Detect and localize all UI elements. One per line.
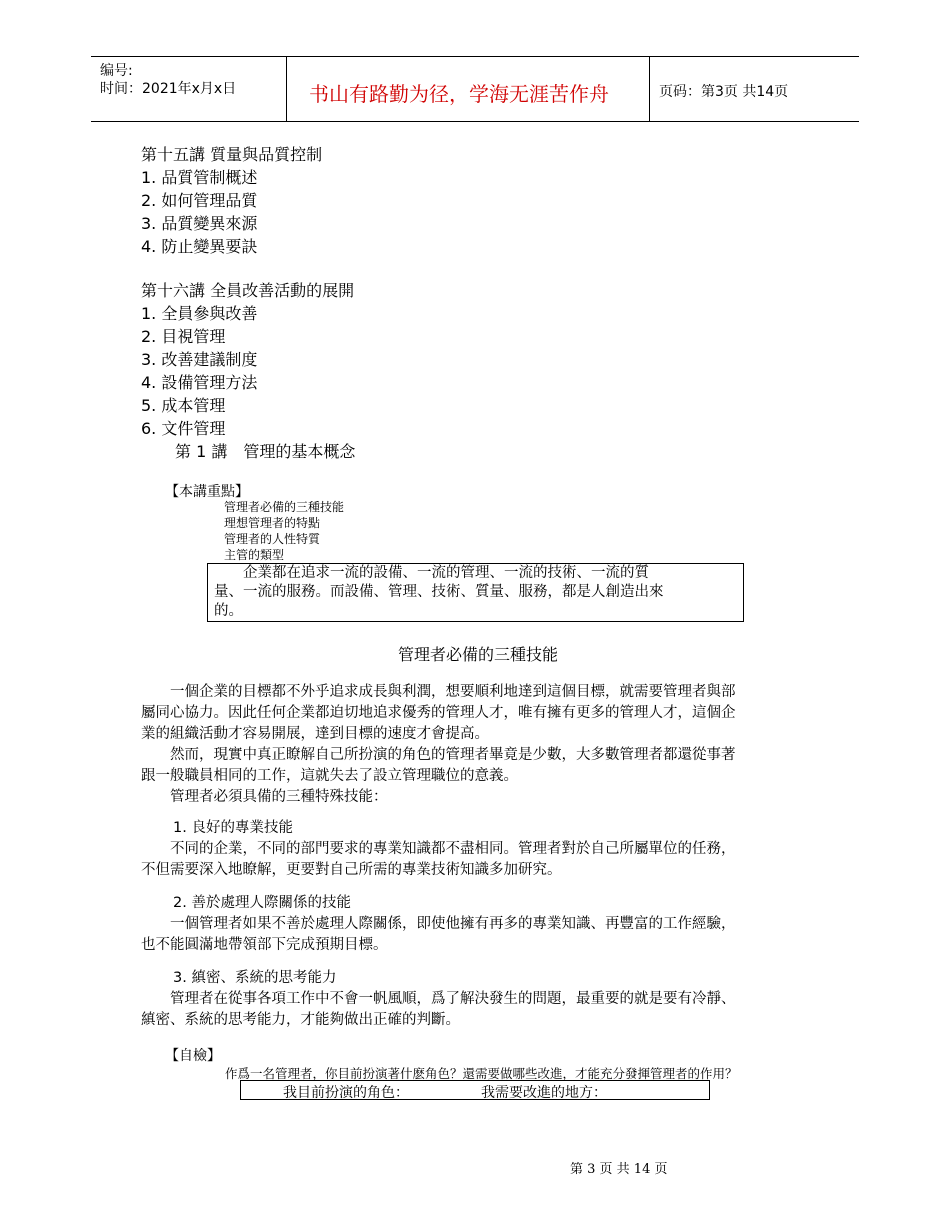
header-page-info: 页码：第3页 共14页	[659, 84, 789, 100]
key-point-item: 理想管理者的特點	[224, 516, 321, 530]
key-point-item: 管理者的人性特質	[224, 532, 321, 546]
skill-title: 1. 良好的專業技能	[173, 820, 293, 836]
header-code-label: 编号:	[100, 63, 133, 79]
lecture16-item: 6. 文件管理	[141, 419, 226, 438]
intro-line: 屬同心協力。因此任何企業都迫切地追求優秀的管理人才，唯有擁有更多的管理人才，這個企	[141, 705, 736, 721]
skill-title: 2. 善於處理人際關係的技能	[173, 895, 351, 911]
improve-label: 我需要改進的地方：	[481, 1085, 607, 1101]
skill-line: 縝密、系統的思考能力，才能夠做出正確的判斷。	[141, 1012, 460, 1028]
lecture16-item: 4. 設備管理方法	[141, 373, 258, 392]
page-header	[91, 56, 859, 122]
intro-line: 跟一般職員相同的工作，這就失去了設立管理職位的意義。	[141, 768, 518, 784]
skill-line: 也不能圓滿地帶領部下完成預期目標。	[141, 937, 388, 953]
lecture16-title: 第十六講 全員改善活動的展開	[141, 281, 355, 300]
section-heading: 管理者必備的三種技能	[398, 645, 559, 664]
self-check-heading: 【自檢】	[165, 1048, 221, 1064]
lecture16-item: 1. 全員參與改善	[141, 304, 258, 323]
header-motto: 书山有路勤为径，学海无涯苦作舟	[309, 82, 609, 106]
header-divider-left	[286, 57, 287, 121]
quote-box	[207, 563, 744, 622]
header-time-label: 时间：2021年x月x日	[100, 81, 237, 97]
skill-line: 不同的企業，不同的部門要求的專業知識都不盡相同。管理者對於自己所屬單位的任務，	[141, 841, 736, 857]
lecture15-item: 3. 品質變異來源	[141, 214, 258, 233]
page-footer: 第 3 页 共 14 页	[570, 1162, 668, 1177]
key-points-heading: 【本講重點】	[165, 484, 249, 500]
lecture15-item: 2. 如何管理品質	[141, 191, 258, 210]
self-check-question: 作爲一名管理者，你目前扮演著什麽角色？還需要做哪些改進，才能充分發揮管理者的作用？	[225, 1066, 738, 1081]
lecture1-title: 第 1 講 管理的基本概念	[175, 442, 356, 461]
quote-line: 量、一流的服務。而設備、管理、技術、質量、服務，都是人創造出來	[214, 584, 664, 600]
lecture15-title: 第十五講 質量與品質控制	[141, 145, 323, 164]
skill-title: 3. 縝密、系統的思考能力	[173, 970, 337, 986]
intro-line: 一個企業的目標都不外乎追求成長與利潤，想要順利地達到這個目標，就需要管理者與部	[141, 684, 736, 700]
lecture16-item: 3. 改善建議制度	[141, 350, 258, 369]
key-point-item: 管理者必備的三種技能	[224, 500, 345, 514]
lecture16-item: 5. 成本管理	[141, 396, 226, 415]
self-check-box	[240, 1080, 710, 1100]
skill-line: 不但需要深入地瞭解，更要對自己所需的專業技術知識多加研究。	[141, 862, 562, 878]
skill-line: 管理者在從事各項工作中不會一帆風順，爲了解決發生的問題，最重要的就是要有冷靜、	[141, 991, 736, 1007]
quote-line: 的。	[214, 603, 243, 619]
quote-line: 企業都在追求一流的設備、一流的管理、一流的技術、一流的質	[214, 565, 649, 581]
role-label: 我目前扮演的角色：	[283, 1085, 409, 1101]
header-divider-right	[649, 57, 650, 121]
skill-line: 一個管理者如果不善於處理人際關係，即使他擁有再多的專業知識、再豐富的工作經驗，	[141, 916, 736, 932]
intro-line: 管理者必須具備的三種特殊技能：	[141, 789, 388, 805]
lecture15-item: 1. 品質管制概述	[141, 168, 258, 187]
intro-line: 業的組織活動才容易開展，達到目標的速度才會提高。	[141, 726, 489, 742]
lecture15-item: 4. 防止變異要訣	[141, 237, 258, 256]
intro-line: 然而，現實中真正瞭解自己所扮演的角色的管理者畢竟是少數，大多數管理者都還從事著	[141, 747, 736, 763]
lecture16-item: 2. 目視管理	[141, 327, 226, 346]
key-point-item: 主管的類型	[224, 548, 285, 562]
